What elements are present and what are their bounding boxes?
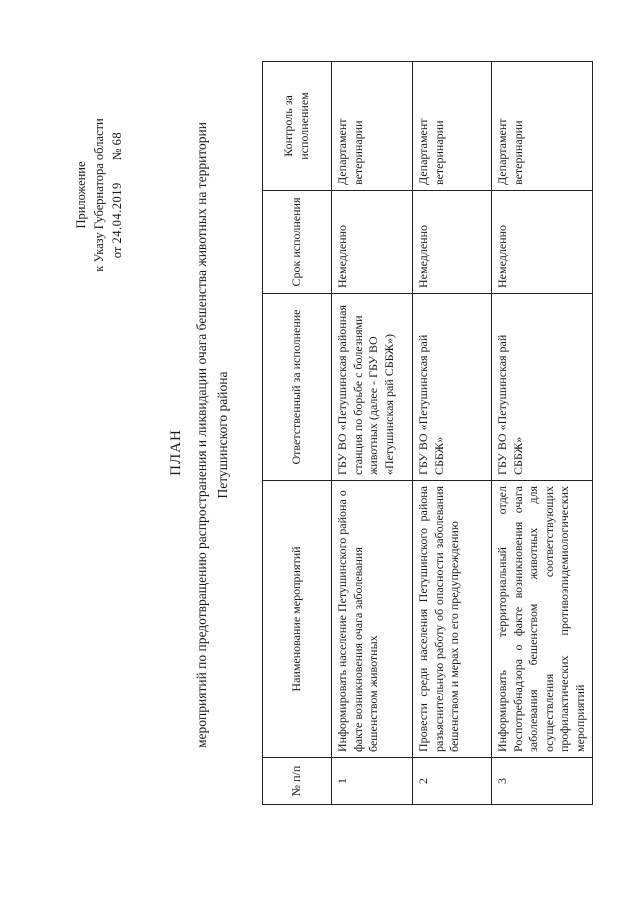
decree-date: 24.04.2019 bbox=[110, 182, 125, 244]
row-responsible: ГБУ ВО «Петушинская районная станция по борьбе с болезнями животных (далее - ГБУ ВО «Петушинская рай СББЖ») bbox=[332, 294, 413, 481]
row-name: Провести среди населения Петушинского района разъяснительную работу об опасности заболевания бешенством и мерах по его предупреждению bbox=[413, 481, 492, 758]
document-subtitle bbox=[192, 45, 234, 825]
row-name: Информировать территориальный отдел Роспотребнадзора о факте возникновения очага заболевания бешенством животных для осуществления соответствующих профилактических противоэпидемиологических мероприятий bbox=[492, 481, 593, 758]
row-term: Немедленно bbox=[413, 191, 492, 294]
appendix-label: Приложение bbox=[74, 161, 88, 229]
subtitle-line-1: мероприятий по предотвращению распространения и ликвидации очага бешенства животных на территории bbox=[194, 122, 209, 748]
row-num: 1 bbox=[332, 758, 413, 805]
table-row bbox=[332, 62, 413, 805]
subtitle-line-2: Петушинского района bbox=[214, 371, 230, 499]
appendix-decree: к Указу Губернатора области bbox=[92, 118, 107, 272]
row-responsible: ГБУ ВО «Петушинская рай СББЖ» bbox=[413, 294, 492, 481]
row-name: Информировать население Петушинского района о факте возникновения очага заболевания бешенством животных bbox=[332, 481, 413, 758]
plan-table bbox=[262, 61, 593, 805]
table-header-row bbox=[263, 62, 332, 805]
number-prefix: № bbox=[110, 148, 125, 161]
row-control: Департамент ветеринарии bbox=[413, 62, 492, 191]
decree-number: 68 bbox=[110, 131, 125, 146]
row-num: 3 bbox=[492, 758, 593, 805]
appendix-date-line bbox=[108, 85, 126, 305]
row-responsible: ГБУ ВО «Петушинская рай СББЖ» bbox=[492, 294, 593, 481]
table-row bbox=[413, 62, 492, 805]
header-control: Контроль за исполнением bbox=[263, 62, 332, 191]
date-prefix: от bbox=[110, 246, 125, 259]
header-num: № п/п bbox=[263, 758, 332, 805]
appendix-block bbox=[72, 85, 126, 305]
row-term: Немедленно bbox=[492, 191, 593, 294]
header-responsible: Ответственный за исполнение bbox=[263, 294, 332, 481]
table-row bbox=[492, 62, 593, 805]
row-term: Немедленно bbox=[332, 191, 413, 294]
header-name: Наименование мероприятий bbox=[263, 481, 332, 758]
row-num: 2 bbox=[413, 758, 492, 805]
row-control: Департамент ветеринарии bbox=[492, 62, 593, 191]
row-control: Департамент ветеринарии bbox=[332, 62, 413, 191]
document-title: ПЛАН bbox=[168, 429, 184, 476]
header-term: Срок исполнения bbox=[263, 191, 332, 294]
